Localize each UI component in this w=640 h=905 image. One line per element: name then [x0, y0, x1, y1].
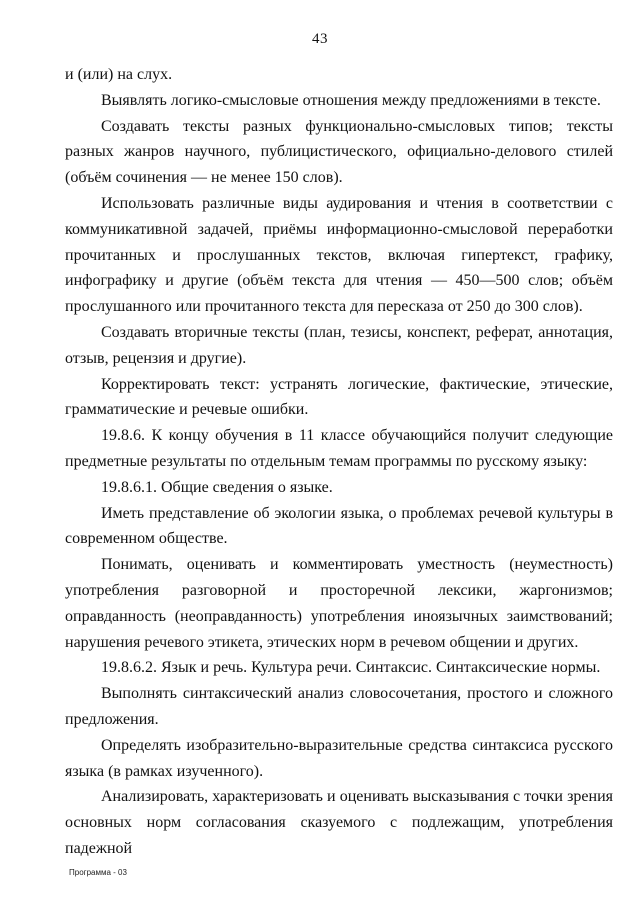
- footer-label: Программа - 03: [69, 868, 127, 877]
- paragraph: Использовать различные виды аудирования и чтения в соответствии с коммуникативной задачей, приёмы информационно-смысловой переработки прочитанных и прослушанных текстов, включая гипертекст, графику, инфографику и другие (объём текста для чтения — 450—500 слов; объём прослушанного или прочитанного текста для пересказа от 250 до 300 слов).: [65, 194, 613, 316]
- subsection-heading: 19.8.6.1. Общие сведения о языке.: [101, 478, 333, 496]
- paragraph: Создавать тексты разных функционально-смысловых типов; тексты разных жанров научного, публицистического, официально-делового стилей (объём сочинения — не менее 150 слов).: [65, 117, 613, 187]
- paragraph: Иметь представление об экологии языка, о проблемах речевой культуры в современном обществе.: [65, 504, 613, 548]
- paragraph: Понимать, оценивать и комментировать уместность (неуместность) употребления разговорной и просторечной лексики, жаргонизмов; оправданность (неоправданность) употребления иноязычных заимствований; нарушения речевого этикета, этических норм в речевом общении и других.: [65, 556, 613, 651]
- paragraph: Анализировать, характеризовать и оценивать высказывания с точки зрения основных норм согласования сказуемого с подлежащим, употребления падежной: [65, 788, 613, 857]
- page-number: 43: [312, 31, 328, 47]
- paragraph: Определять изобразительно-выразительные средства синтаксиса русского языка (в рамках изученного).: [65, 736, 613, 780]
- document-body: [65, 62, 613, 862]
- paragraph: Выполнять синтаксический анализ словосочетания, простого и сложного предложения.: [65, 685, 613, 728]
- section-heading: 19.8.6. К концу обучения в 11 классе обучающийся получит следующие предметные результаты по отдельным темам программы по русскому языку:: [65, 427, 613, 470]
- paragraph: Создавать вторичные тексты (план, тезисы, конспект, реферат, аннотация, отзыв, рецензия и другие).: [65, 323, 613, 367]
- paragraph: Выявлять логико-смысловые отношения между предложениями в тексте.: [101, 91, 601, 109]
- paragraph: и (или) на слух.: [65, 66, 173, 83]
- paragraph: Корректировать текст: устранять логические, фактические, этические, грамматические и речевые ошибки.: [65, 375, 613, 419]
- subsection-heading: 19.8.6.2. Язык и речь. Культура речи. Синтаксис. Синтаксические нормы.: [101, 659, 601, 677]
